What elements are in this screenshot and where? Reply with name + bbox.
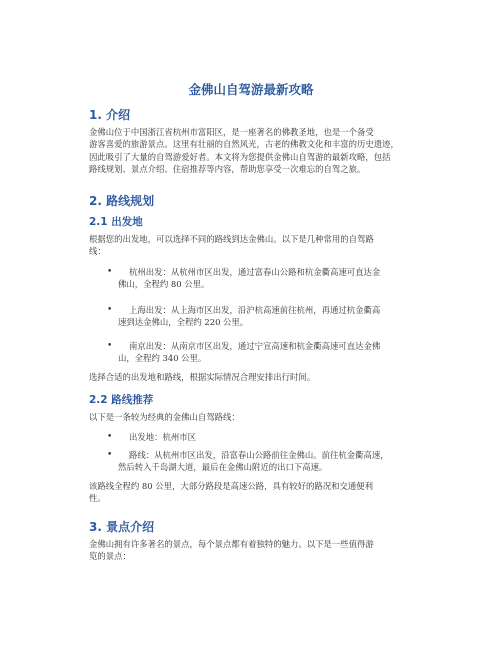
section-heading-intro: 1. 介绍 — [89, 108, 131, 122]
section-heading-route: 2. 路线规划 — [89, 194, 155, 208]
text-line: 根据您的出发地，可以选择不同的路线到达金佛山。以下是几种常用的自驾路 — [89, 234, 374, 244]
bullet-icon: • — [107, 341, 113, 351]
subsection-heading-departure: 2.1 出发地 — [89, 216, 143, 228]
text-line: 该路线全程约 80 公里，大部分路段是高速公路，具有较好的路况和交通便利 — [89, 481, 373, 491]
bullet-icon: • — [107, 432, 113, 442]
text-line: 路线规划、景点介绍、住宿推荐等内容，帮助您享受一次难忘的自驾之旅。 — [89, 163, 366, 174]
text-line: 性。 — [89, 493, 106, 504]
section-heading-attractions: 3. 景点介绍 — [89, 520, 155, 534]
document-title: 金佛山自驾游最新攻略 — [188, 82, 314, 97]
text-line: 金佛山拥有许多著名的景点，每个景点都有着独特的魅力。以下是一些值得游 — [89, 539, 374, 549]
text-line: 游客喜爱的旅游景点。这里有壮丽的自然风光，古老的佛教文化和丰富的历史遗迹， — [89, 139, 399, 150]
intro-paragraph — [89, 126, 423, 175]
text-line: 金佛山位于中国浙江省杭州市富阳区，是一座著名的佛教圣地，也是一个备受 — [89, 127, 374, 137]
bullet-icon: • — [107, 305, 113, 315]
text-line: 览的景点： — [89, 551, 131, 562]
list-item: 南京出发：从南京市区出发，通过宁宣高速和杭金衢高速可直达金佛 山，全程约 340 公里。 — [118, 341, 381, 364]
list-item: 杭州出发：从杭州市区出发，通过富春山公路和杭金衢高速可直达金 佛山，全程约 80 公里。 — [118, 267, 381, 290]
list-item: 上海出发：从上海市区出发，沿沪杭高速前往杭州，再通过杭金衢高 速到达金佛山，全程约 220 公里。 — [118, 305, 381, 328]
departure-outro: 选择合适的出发地和路线，根据实际情况合理安排出行时间。 — [89, 372, 316, 382]
list-item: 路线：从杭州市区出发，沿富春山公路前往金佛山。前往杭金衢高速， 然后转入千岛湖大道，最后在金佛山附近的出口下高速。 — [118, 450, 389, 473]
departure-intro — [89, 233, 423, 258]
recommended-intro: 以下是一条较为经典的金佛山自驾路线： — [89, 412, 240, 422]
text-line: 线： — [89, 246, 106, 257]
attractions-paragraph — [89, 538, 423, 563]
text-line: 因此吸引了大量的自驾游爱好者。本文将为您提供金佛山自驾游的最新攻略，包括 — [89, 151, 391, 162]
subsection-heading-recommended: 2.2 路线推荐 — [89, 394, 154, 406]
list-item: 出发地：杭州市区 — [129, 432, 196, 442]
recommended-outro — [89, 480, 423, 505]
bullet-icon: • — [107, 450, 113, 460]
bullet-icon: • — [107, 267, 113, 277]
